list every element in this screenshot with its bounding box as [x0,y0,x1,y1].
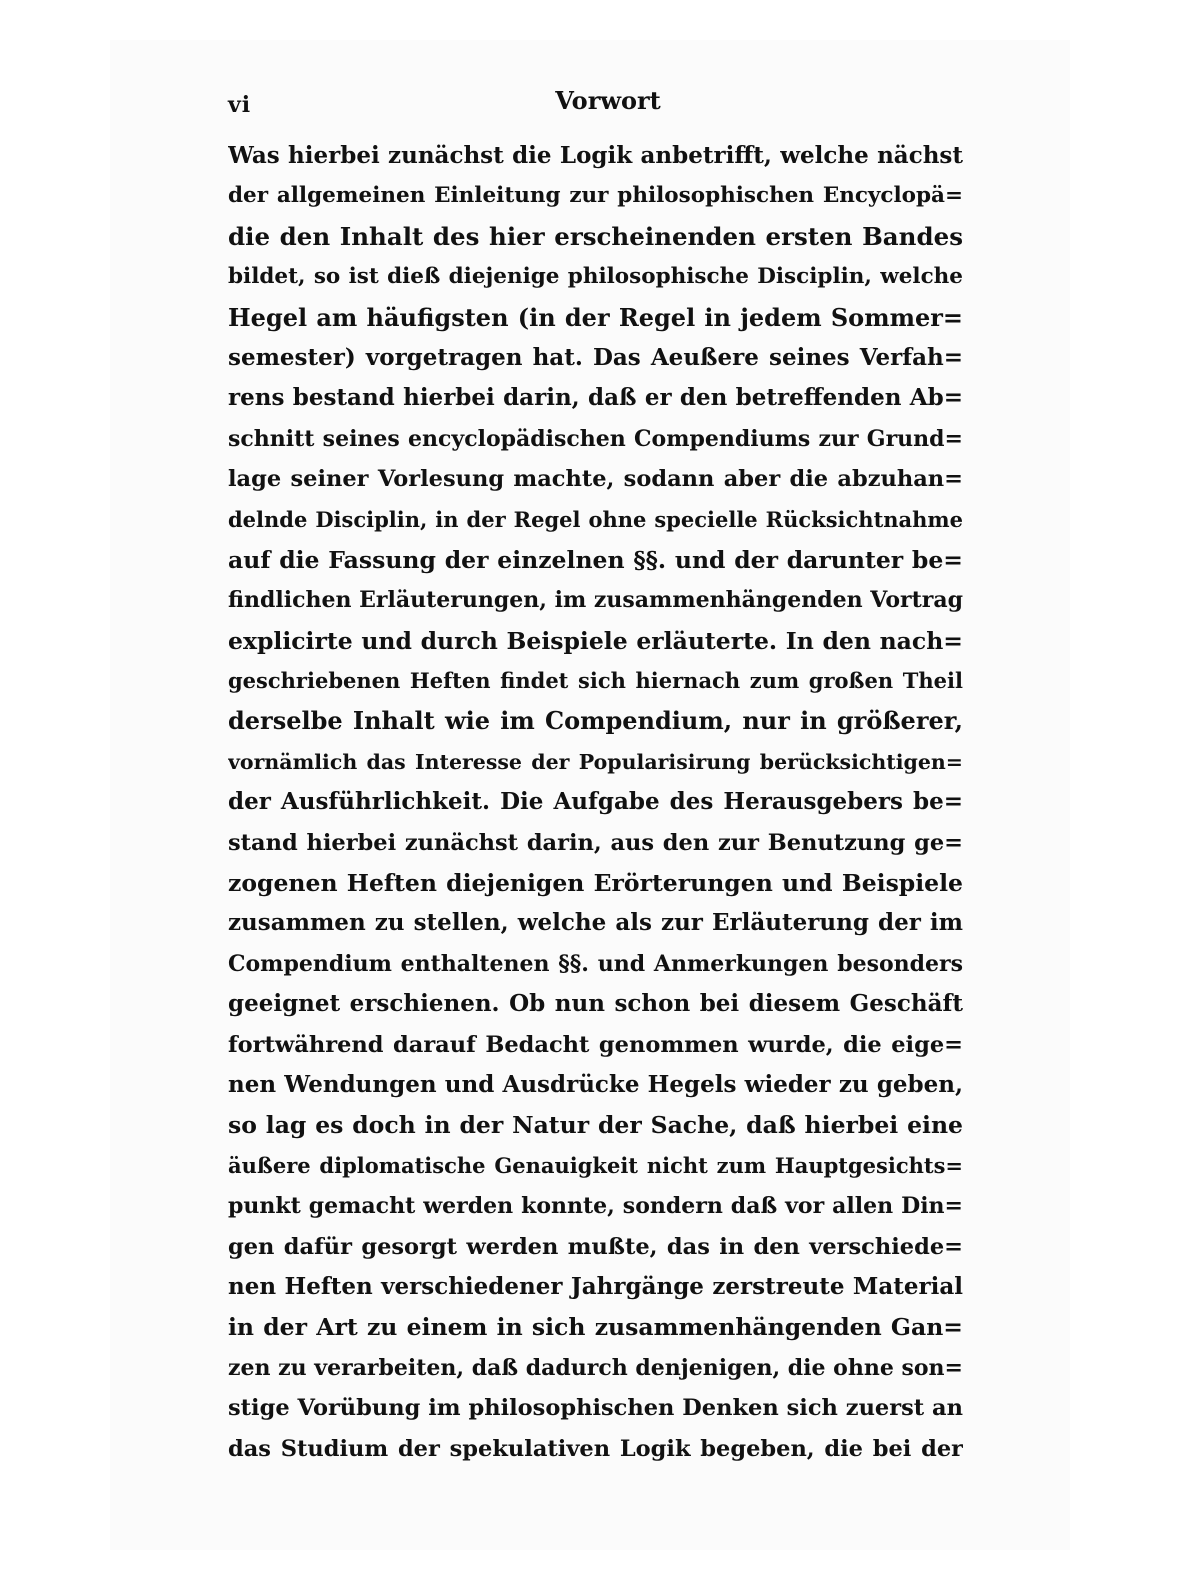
text-line: vornämlich das Interesse der Popularisirung berücksichtigen= [228,749,963,774]
text-line: fortwährend darauf Bedacht genommen wurde, die eige= [228,1031,963,1058]
text-line: punkt gemacht werden konnte, sondern daß vor allen Din= [228,1193,963,1220]
text-line: das Studium der spekulativen Logik begeben, die bei der [228,1435,963,1462]
text-line: rens bestand hierbei darin, daß er den betreffenden Ab= [228,384,963,412]
text-line: zen zu verarbeiten, daß dadurch denjenigen, die ohne son= [228,1354,963,1381]
text-line: findlichen Erläuterungen, im zusammenhängenden Vortrag [228,587,963,614]
text-line: in der Art zu einem in sich zusammenhängenden Gan= [228,1313,963,1342]
text-line: nen Wendungen und Ausdrücke Hegels wieder zu geben, [228,1070,963,1098]
page-header [228,86,963,118]
text-line: geschriebenen Heften findet sich hiernach zum großen Theil [228,668,963,694]
text-line: äußere diplomatische Genauigkeit nicht zum Hauptgesichts= [228,1152,963,1178]
text-line: Compendium enthaltenen §§. und Anmerkungen besonders [228,950,963,977]
text-line: zusammen zu stellen, welche als zur Erläuterung der im [228,909,963,937]
text-line: stige Vorübung im philosophischen Denken sich zuerst an [228,1395,963,1422]
text-line: auf die Fassung der einzelnen §§. und der darunter be= [228,545,963,574]
text-line: explicirte und durch Beispiele erläuterte. In den nach= [228,626,963,655]
text-line: lage seiner Vorlesung machte, sodann aber die abzuhan= [228,466,963,493]
text-line: bildet, so ist dieß diejenige philosophische Disciplin, welche [228,264,963,290]
text-line: so lag es doch in der Natur der Sache, daß hierbei eine [228,1111,963,1140]
text-line: stand hierbei zunächst darin, aus den zur Benutzung ge= [228,829,963,856]
body-text [228,136,963,1469]
text-line: die den Inhalt des hier erscheinenden ersten Bandes [228,221,963,251]
text-line: gen dafür gesorgt werden mußte, das in den verschiede= [228,1233,963,1260]
text-line: derselbe Inhalt wie im Compendium, nur in größerer, [228,706,963,736]
text-line: delnde Disciplin, in der Regel ohne specielle Rücksichtnahme [228,506,963,532]
text-line: der allgemeinen Einleitung zur philosophischen Encyclopä= [228,183,963,209]
text-line: Hegel am häufigsten (in der Regel in jedem Sommer= [228,302,963,332]
text-line: nen Heften verschiedener Jahrgänge zerstreute Material [228,1272,963,1300]
page-number: vi [228,92,252,118]
text-line: Was hierbei zunächst die Logik anbetrifft, welche nächst [228,142,963,169]
text-line: zogenen Heften diejenigen Erörterungen und Beispiele [228,869,963,898]
text-line: der Ausführlichkeit. Die Aufgabe des Herausgebers be= [228,788,963,816]
text-line: geeignet erschienen. Ob nun schon bei diesem Geschäft [228,990,963,1018]
text-line: schnitt seines encyclopädischen Compendiums zur Grund= [228,425,963,452]
running-head: Vorwort [555,86,661,115]
text-line: semester) vorgetragen hat. Das Aeußere seines Verfah= [228,343,963,371]
